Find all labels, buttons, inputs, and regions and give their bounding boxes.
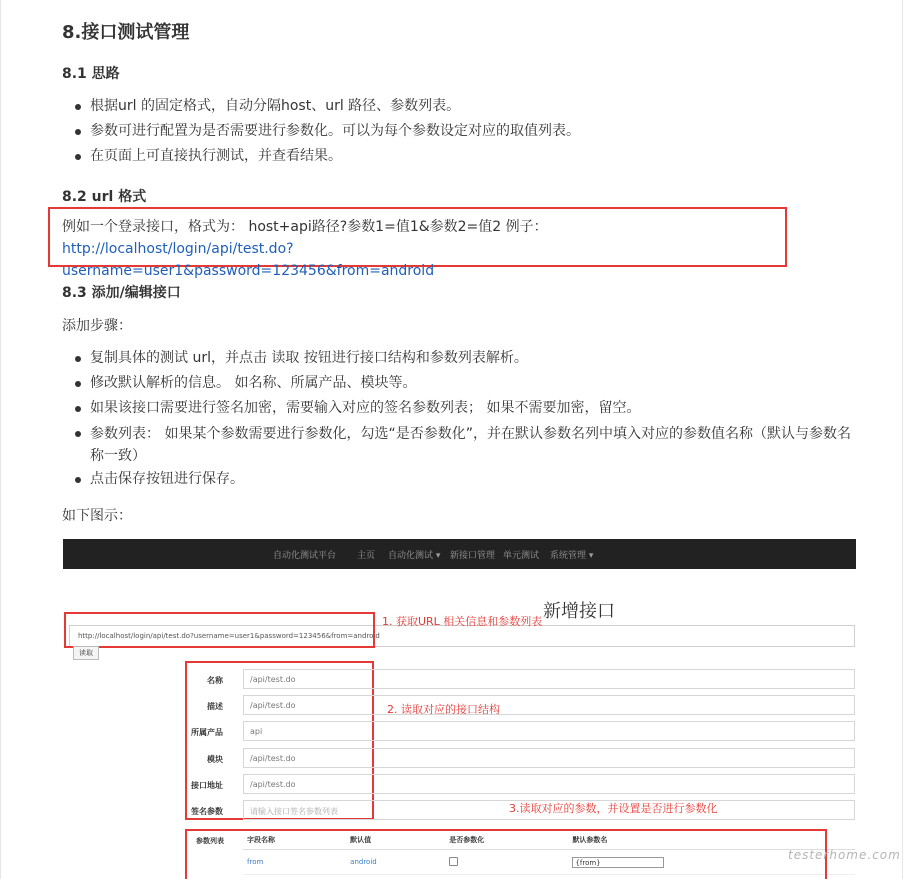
- annotation-1: 1. 获取URL 相关信息和参数列表: [382, 615, 543, 628]
- nav-home[interactable]: 主页: [357, 551, 376, 561]
- field-address-input[interactable]: /api/test.do: [243, 774, 855, 794]
- list-item: 根据url 的固定格式，自动分隔host、url 路径、参数列表。: [72, 94, 580, 119]
- field-label-desc: 描述: [207, 702, 223, 711]
- field-desc-input[interactable]: /api/test.do: [243, 695, 855, 715]
- section-8-1-title: 8.1 思路: [62, 66, 120, 82]
- default-param-name-input[interactable]: {from}: [572, 857, 664, 868]
- table-header: 默认参数名: [568, 829, 855, 850]
- section-8-1-list: [72, 94, 580, 169]
- embedded-screenshot: [63, 539, 856, 879]
- app-navbar: [63, 539, 856, 569]
- section-heading: 8.接口测试管理: [62, 22, 190, 43]
- nav-brand[interactable]: 自动化测试平台: [273, 551, 337, 561]
- table-header: 字段名称: [243, 829, 346, 850]
- list-item: 点击保存按钮进行保存。: [72, 467, 862, 492]
- params-label: 参数列表: [196, 837, 224, 845]
- nav-unit-test[interactable]: 单元测试: [503, 551, 540, 561]
- list-item: 参数列表： 如果某个参数需要进行参数化，勾选“是否参数化”，并在默认参数名列中填入对应的参数值名称（默认与参数名称一致）: [72, 421, 862, 467]
- list-item: 在页面上可直接执行测试，并查看结果。: [72, 144, 580, 169]
- param-default-value: android: [346, 850, 445, 875]
- field-module-input[interactable]: /api/test.do: [243, 748, 855, 768]
- table-header: 默认值: [346, 829, 445, 850]
- field-label-product: 所属产品: [191, 728, 223, 737]
- example-url-link[interactable]: http://localhost/login/api/test.do?: [62, 241, 294, 257]
- section-8-3-list: [72, 346, 862, 492]
- left-frame-border: [0, 0, 1, 879]
- page-title: 新增接口: [543, 601, 615, 622]
- right-frame-border: [902, 0, 903, 879]
- nav-api-manage[interactable]: 新接口管理: [450, 551, 496, 561]
- param-field-name: from: [243, 850, 346, 875]
- figure-intro: 如下图示：: [62, 508, 132, 524]
- watermark: testerhome.com: [788, 848, 901, 862]
- table-header: 是否参数化: [445, 829, 568, 850]
- nav-system[interactable]: 系统管理 ▾: [550, 551, 594, 561]
- field-label-sign: 签名参数: [191, 807, 223, 816]
- url-format-paragraph: [62, 216, 774, 282]
- annotation-2: 2. 读取对应的接口结构: [387, 703, 500, 716]
- field-name-input[interactable]: /api/test.do: [243, 669, 855, 689]
- list-item: 如果该接口需要进行签名加密，需要输入对应的签名参数列表； 如果不需要加密，留空。: [72, 396, 862, 421]
- read-button[interactable]: 读取: [73, 646, 99, 660]
- field-sign-input[interactable]: 请输入接口签名参数列表: [243, 800, 855, 820]
- url-format-text: 例如一个登录接口，格式为： host+api路径?参数1=值1&参数2=值2 例子：: [62, 219, 548, 235]
- field-label-module: 模块: [207, 755, 223, 764]
- steps-intro: 添加步骤：: [62, 318, 132, 334]
- list-item: 修改默认解析的信息。 如名称、所属产品、模块等。: [72, 371, 862, 396]
- field-product-input[interactable]: api: [243, 721, 855, 741]
- list-item: 复制具体的测试 url，并点击 读取 按钮进行接口结构和参数列表解析。: [72, 346, 862, 371]
- section-8-3-title: 8.3 添加/编辑接口: [62, 285, 181, 301]
- annotation-box-1: [64, 612, 375, 648]
- field-label-name: 名称: [207, 676, 223, 685]
- list-item: 参数可进行配置为是否需要进行参数化。可以为每个参数设定对应的取值列表。: [72, 119, 580, 144]
- url-input[interactable]: http://localhost/login/api/test.do?username=user1&password=123456&from=android: [69, 625, 855, 647]
- nav-auto-test[interactable]: 自动化测试 ▾: [388, 551, 441, 561]
- annotation-3: 3.读取对应的参数，并设置是否进行参数化: [509, 802, 718, 815]
- section-8-2-title: 8.2 url 格式: [62, 189, 147, 205]
- field-label-address: 接口地址: [191, 781, 223, 790]
- annotation-box-3: [185, 829, 827, 879]
- example-url-link-cont[interactable]: username=user1&password=123456&from=android: [62, 263, 435, 279]
